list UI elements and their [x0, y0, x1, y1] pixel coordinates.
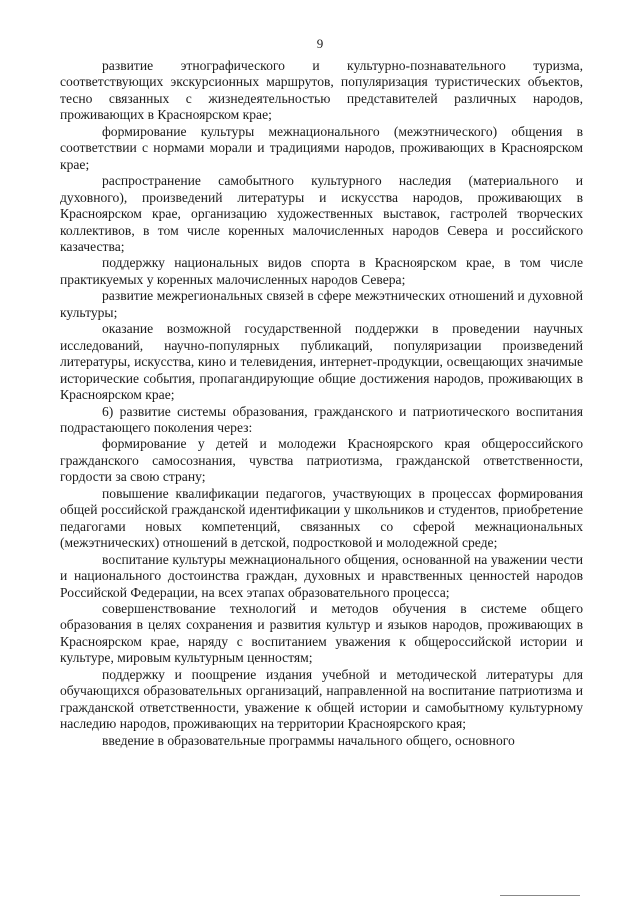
paragraph-interethnic-communication: формирование культуры межнационального (межэтнического) общения в соответствии с нормами морали и традициями народов, проживающих в Красноярском крае; [60, 123, 583, 172]
paragraph-civic-identity: формирование у детей и молодежи Красноярского края общероссийского гражданского самосознания, чувства патриотизма, гражданской ответственности, гордости за свою страну; [60, 436, 583, 485]
paragraph-education-system: 6) развитие системы образования, гражданского и патриотического воспитания подрастающего поколения через: [60, 403, 583, 435]
paragraph-educational-literature: поддержку и поощрение издания учебной и методической литературы для обучающихся образовательных организаций, направленной на воспитание патриотизма и гражданской ответственности, уважение к общей истории и самобытному культурному наследию народов, проживающих на территории Красноярского края; [60, 666, 583, 732]
paragraph-ethnographic-tourism: развитие этнографического и культурно-познавательного туризма, соответствующих экскурсионных маршрутов, популяризация туристических объектов, тесно связанных с жизнедеятельностью представителей различных народов, проживающих в Красноярском крае; [60, 58, 583, 123]
paragraph-teaching-methods: совершенствование технологий и методов обучения в системе общего образования в целях сохранения и развития культур и языков народов, проживающих в Красноярском крае, наряду с воспитанием уважения к общероссийской истории и культуре, мировым культурным ценностям; [60, 600, 583, 666]
paragraph-teacher-training: повышение квалификации педагогов, участвующих в процессах формирования общей российской гражданской идентификации у школьников и студентов, приобретение педагогами новых компетенций, связанных со сферой межнациональных (межэтнических) отношений в детской, подростковой и молодежной среде; [60, 485, 583, 551]
paragraph-research-support: оказание возможной государственной поддержки в проведении научных исследований, научно-популярных публикаций, популяризации произведений литературы, искусства, кино и телевидения, интернет-продукции, освещающих значимые исторические события, пропагандирующие общие достижения народов, проживающих в Красноярском крае; [60, 321, 583, 403]
paragraph-cultural-heritage: распространение самобытного культурного наследия (материального и духовного), произведений литературы и искусства народов, проживающих в Красноярском крае, организацию художественных выставок, гастролей творческих коллективов, в том числе коренных малочисленных народов Севера и российского казачества; [60, 173, 583, 254]
paragraph-curriculum-introduction: введение в образовательные программы начального общего, основного [102, 732, 515, 748]
document-body [60, 58, 583, 749]
paragraph-culture-of-communication: воспитание культуры межнационального общения, основанной на уважении чести и национального достоинства граждан, духовных и нравственных ценностей народов Российской Федерации, на всех этапах образовательного процесса; [60, 551, 583, 600]
page-number: 9 [316, 36, 324, 51]
paragraph-interregional-ties: развитие межрегиональных связей в сфере межэтнических отношений и духовной культуры; [60, 288, 583, 320]
paragraph-national-sports: поддержку национальных видов спорта в Красноярском крае, в том числе практикуемых у коренных малочисленных народов Севера; [60, 255, 583, 287]
footer-rule [500, 895, 580, 896]
